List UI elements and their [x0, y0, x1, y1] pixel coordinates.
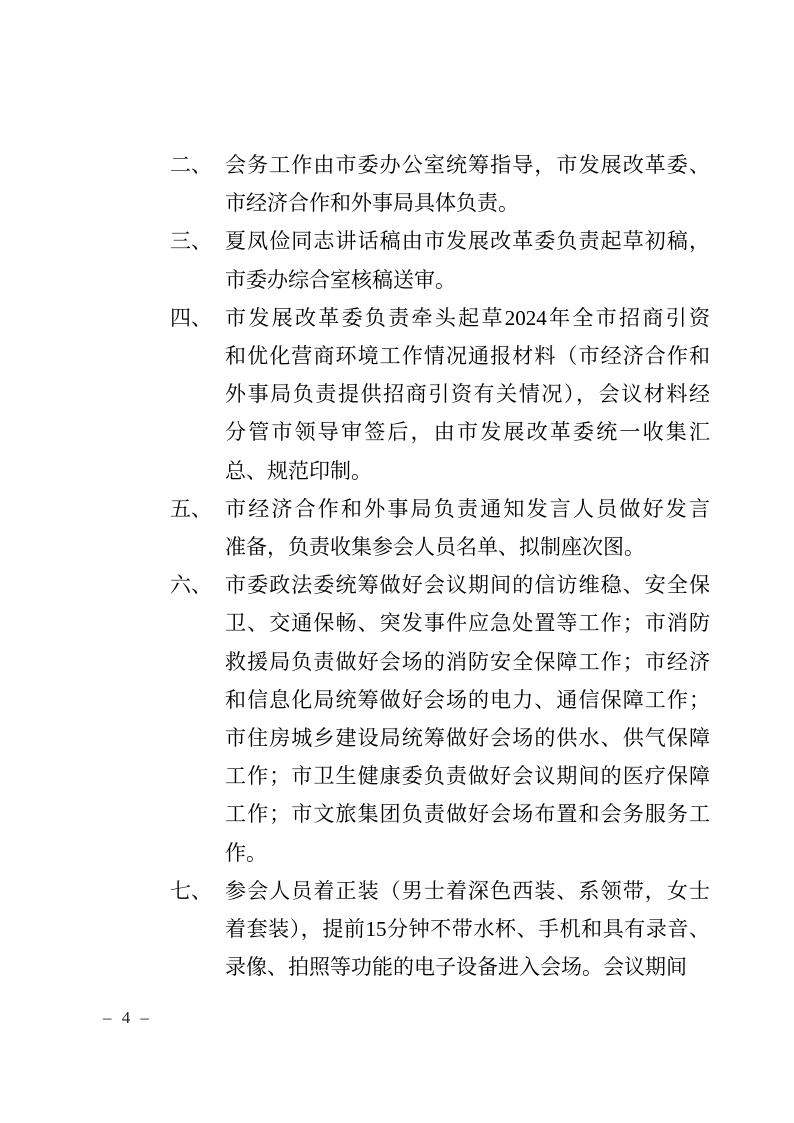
- item-number: 六、: [170, 573, 212, 598]
- text-line: 着套装），提前15分钟不带水杯、手机和具有录音、: [225, 917, 710, 942]
- item-number: 三、: [170, 229, 212, 254]
- text-line: 准备，负责收集参会人员名单、拟制座次图。: [225, 535, 645, 560]
- item-text: [225, 872, 710, 987]
- list-item: [170, 222, 710, 298]
- text-line: 市委办综合室核稿送审。: [225, 267, 456, 292]
- text-line: 卫、交通保畅、突发事件应急处置等工作；市消防: [225, 611, 710, 636]
- text-line: 市发展改革委负责牵头起草2024年全市招商引资: [225, 305, 710, 330]
- item-text: [225, 299, 710, 490]
- list-item: [170, 299, 710, 490]
- numbered-list: [170, 146, 710, 986]
- text-line: 夏凤俭同志讲话稿由市发展改革委负责起草初稿，: [225, 229, 710, 254]
- text-line: 救援局负责做好会场的消防安全保障工作；市经济: [225, 649, 710, 674]
- list-item: [170, 872, 710, 987]
- item-text: [225, 566, 710, 872]
- text-line: 录像、拍照等功能的电子设备进入会场。会议期间: [225, 955, 687, 980]
- text-line: 和优化营商环境工作情况通报材料（市经济合作和: [225, 344, 710, 369]
- text-line: 和信息化局统筹做好会场的电力、通信保障工作；: [225, 687, 710, 712]
- list-item: [170, 566, 710, 872]
- item-number: 四、: [170, 305, 212, 330]
- text-line: 作。: [225, 840, 267, 865]
- text-line: 参会人员着正装（男士着深色西装、系领带，女士: [225, 878, 710, 903]
- item-text: [225, 222, 710, 298]
- text-line: 工作；市卫生健康委负责做好会议期间的医疗保障: [225, 764, 710, 789]
- text-line: 市住房城乡建设局统筹做好会场的供水、供气保障: [225, 726, 710, 751]
- text-line: 市经济合作和外事局负责通知发言人员做好发言: [225, 496, 710, 521]
- item-text: [225, 146, 710, 222]
- item-number: 七、: [170, 878, 212, 903]
- text-line: 会务工作由市委办公室统筹指导，市发展改革委、: [225, 153, 710, 177]
- text-line: 总、规范印制。: [225, 458, 372, 483]
- list-item: [170, 490, 710, 566]
- page-number: – 4 –: [103, 1008, 152, 1027]
- text-line: 市经济合作和外事局具体负责。: [225, 191, 519, 216]
- item-text: [225, 490, 710, 566]
- list-item: [170, 146, 710, 222]
- text-line: 工作；市文旅集团负责做好会场布置和会务服务工: [225, 802, 710, 827]
- text-line: 外事局负责提供招商引资有关情况），会议材料经: [225, 382, 710, 407]
- text-line: 市委政法委统筹做好会议期间的信访维稳、安全保: [225, 573, 710, 598]
- item-number: 二、: [170, 153, 212, 177]
- item-number: 五、: [170, 496, 212, 521]
- text-line: 分管市领导审签后，由市发展改革委统一收集汇: [225, 420, 710, 445]
